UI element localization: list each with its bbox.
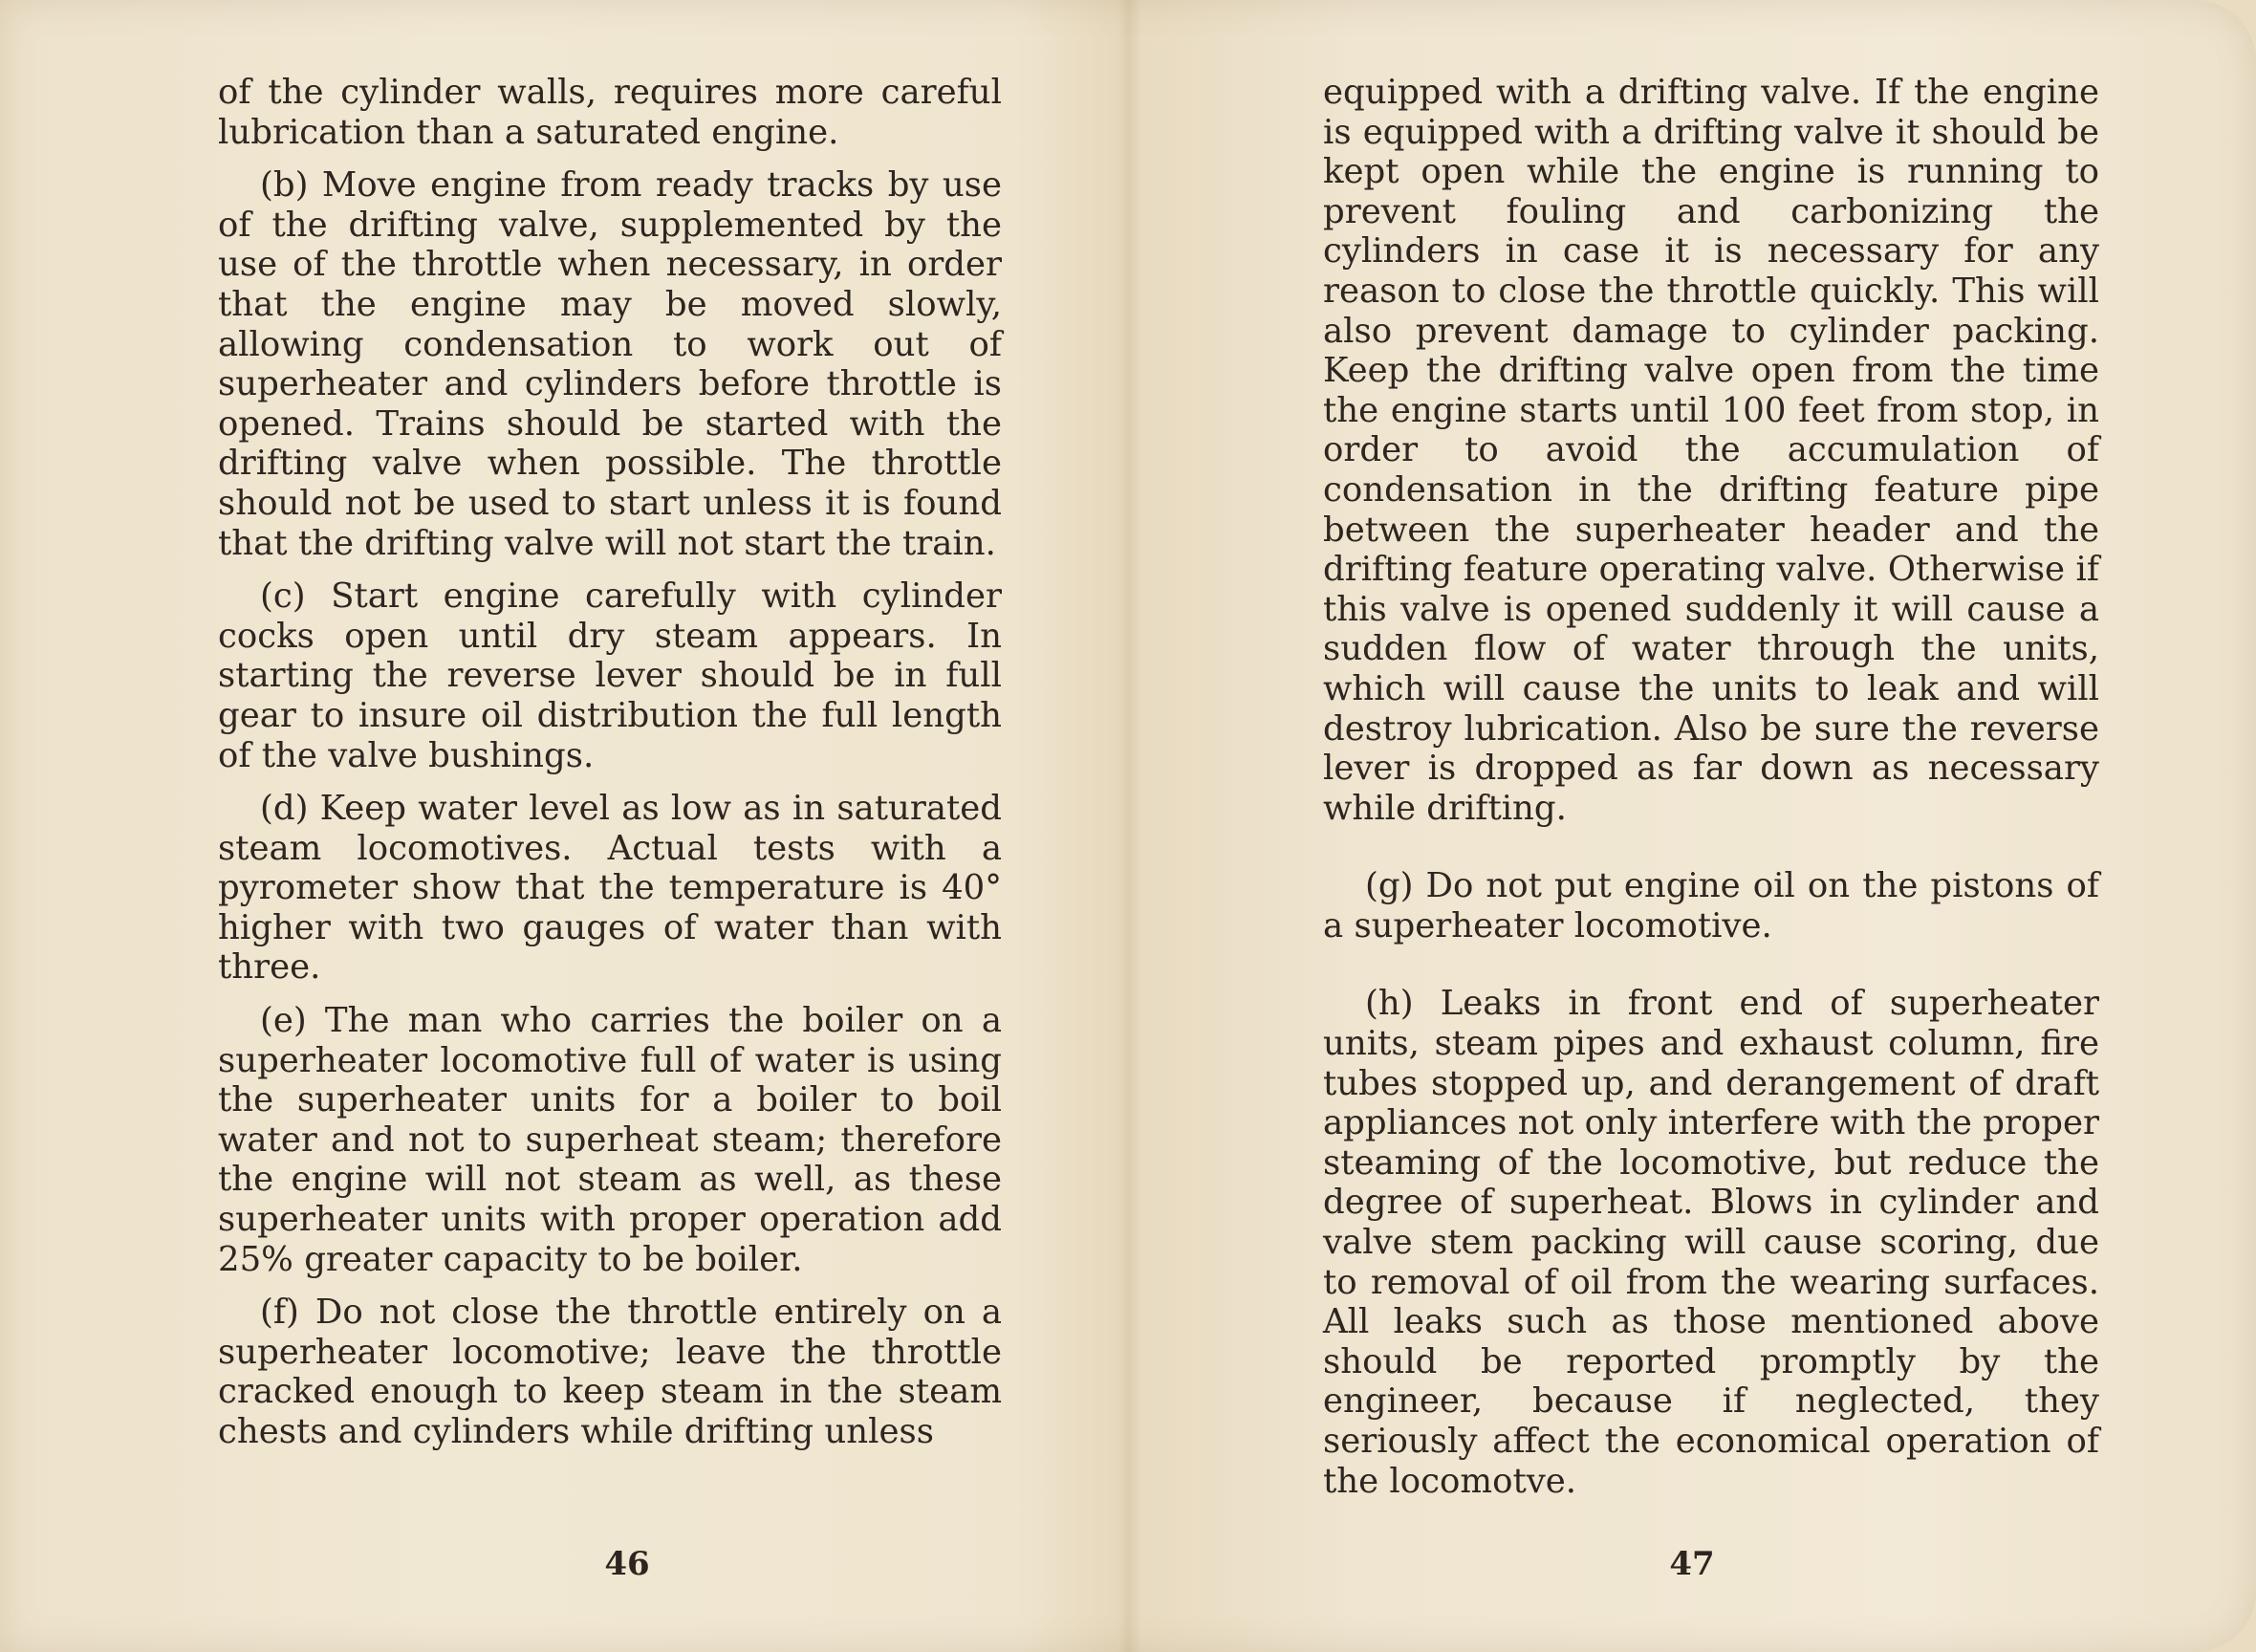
page-number-left: 46	[604, 1545, 650, 1583]
paragraph-e: (e) The man who carries the boiler on a superheater locomotive full of water is using the superheater units for a boiler to boil water and not to superheat steam; therefore the engine will not steam as well, as these superheater units with proper operation add 25% greater capacity to be boiler.	[218, 1001, 1002, 1279]
right-page	[1323, 73, 2099, 1583]
paragraph-f-continued: equipped with a drifting valve. If the engine is equipped with a drifting valve it should be kept open while the engine is running to prevent fouling and carbonizing the cylinders in case it is necessary for any reason to close the throttle quickly. This will also prevent damage to cylinder packing. Keep the drifting valve open from the time the engine starts until 100 feet from stop, in order to avoid the accumulation of condensation in the drifting feature pipe between the superheater header and the drifting feature operating valve. Otherwise if this valve is opened suddenly it will cause a sudden flow of water through the units, which will cause the units to leak and will destroy lubrication. Also be sure the reverse lever is dropped as far down as necessary while drifting.	[1323, 73, 2099, 828]
left-page	[218, 73, 1002, 1583]
paragraph-d: (d) Keep water level as low as in saturated steam locomotives. Actual tests with a pyrometer show that the temperature is 40° higher with two gauges of water than with three.	[218, 789, 1002, 988]
paragraph-g: (g) Do not put engine oil on the pistons of a superheater locomotive.	[1323, 866, 2099, 946]
paragraph-c: (c) Start engine carefully with cylinder cocks open until dry steam appears. In starting the reverse lever should be in full gear to insure oil distribution the full length of the valve bushings.	[218, 576, 1002, 775]
paragraph-f: (f) Do not close the throttle entirely on a superheater locomotive; leave the throttle cracked enough to keep steam in the steam chests and cylinders while drifting unless	[218, 1293, 1002, 1451]
paragraph-continued: of the cylinder walls, requires more careful lubrication than a saturated engine.	[218, 73, 1002, 152]
paragraph-h: (h) Leaks in front end of superheater units, steam pipes and exhaust column, fire tubes stopped up, and derangement of draft appliances not only interfere with the proper steaming of the locomotive, but reduce the degree of superheat. Blows in cylinder and valve stem packing will cause scoring, due to removal of oil from the wearing surfaces. All leaks such as those mentioned above should be reported promptly by the engineer, because if neglected, they seriously affect the economical operation of the locomotve.	[1323, 984, 2099, 1501]
paragraph-b: (b) Move engine from ready tracks by use of the drifting valve, supplemented by the use of the throttle when necessary, in order that the engine may be moved slowly, allowing condensation to work out of superheater and cylinders before throttle is opened. Trains should be started with the drifting valve when possible. The throttle should not be used to start unless it is found that the drifting valve will not start the train.	[218, 165, 1002, 563]
page-number-right: 47	[1669, 1545, 1715, 1583]
